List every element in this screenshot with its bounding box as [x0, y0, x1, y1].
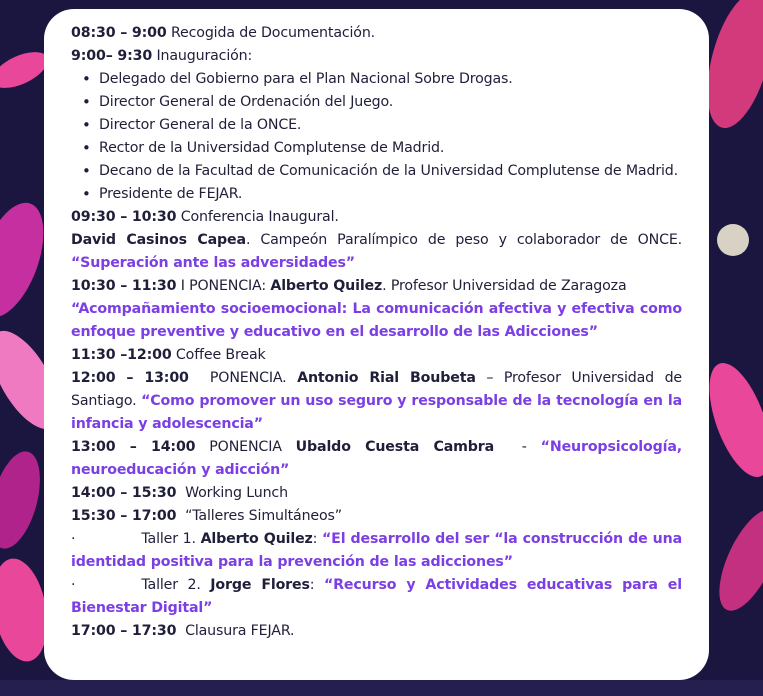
speaker-description: . Profesor Universidad de Zaragoza [382, 278, 627, 294]
time-label: 9:00– 9:30 [71, 48, 153, 64]
agenda-entry-inauguration [71, 45, 682, 68]
entry-text: Inauguración: [152, 48, 253, 64]
time-label: 14:00 – 15:30 [71, 485, 177, 501]
talk-title: “Neuropsicología, neuroeducación y adicción” [71, 439, 682, 478]
speaker-name: Ubaldo Cuesta Cambra [295, 439, 495, 455]
workshop-2 [71, 574, 682, 620]
speaker-name: Antonio Rial Boubeta [297, 370, 476, 386]
time-label: 12:00 – 13:00 [71, 370, 189, 386]
separator: : [309, 577, 324, 593]
speaker-description: – Profesor Universidad de Santiago. [71, 370, 683, 409]
time-label: 17:00 – 17:30 [71, 623, 177, 639]
entry-text: Coffee Break [171, 347, 266, 363]
agenda-entry-workshops [71, 505, 682, 528]
agenda-entry-lunch [71, 482, 682, 505]
entry-text: Working Lunch [176, 485, 288, 501]
time-label: 09:30 – 10:30 [71, 209, 177, 225]
agenda-card [44, 9, 709, 680]
time-label: 08:30 – 9:00 [71, 25, 167, 41]
workshop-label: Taller 1. [141, 531, 201, 547]
list-item: • Decano de la Facultad de Comunicación de la Universidad Complutense de Madrid. [99, 160, 682, 183]
speaker-name: David Casinos Capea [71, 232, 246, 248]
agenda-entry-third-talk [71, 436, 682, 482]
agenda-entry-closing [71, 620, 682, 643]
time-label: 13:00 – 14:00 [71, 439, 196, 455]
list-item: • Delegado del Gobierno para el Plan Nacional Sobre Drogas. [99, 68, 682, 91]
speaker-name: Jorge Flores [210, 577, 310, 593]
agenda-entry-second-talk [71, 367, 682, 436]
workshop-title: “Recurso y Actividades educativas para el Bienestar Digital” [71, 577, 682, 616]
time-label: 11:30 –12:00 [71, 347, 172, 363]
entry-text: Recogida de Documentación. [166, 25, 376, 41]
workshop-label: Taller 2. [141, 577, 211, 593]
time-label: 10:30 – 11:30 [71, 278, 177, 294]
workshop-title: “El desarrollo del ser “la construcción de una identidad positiva para la prevención de las adicciones” [71, 531, 682, 570]
agenda-entry-coffee-break [71, 344, 682, 367]
list-item: • Director General de la ONCE. [99, 114, 682, 137]
entry-prefix: PONENCIA. [188, 370, 298, 386]
time-label: 15:30 – 17:00 [71, 508, 177, 524]
talk-title: “Como promover un uso seguro y responsable de la tecnología en la infancia y adolescencia” [71, 393, 682, 432]
entry-text: Clausura FEJAR. [176, 623, 295, 639]
agenda-entry-first-talk [71, 275, 682, 298]
inauguration-list [71, 68, 682, 206]
speaker-description: . Campeón Paralímpico de peso y colaborador de ONCE. [245, 232, 682, 248]
speaker-name: Alberto Quilez [270, 278, 383, 294]
talk-title: “Superación ante las adversidades” [71, 255, 355, 271]
bullet-dot: · [71, 577, 76, 593]
list-item: • Presidente de FEJAR. [99, 183, 682, 206]
speaker-name: Alberto Quilez [200, 531, 313, 547]
agenda-entry-inaugural-conference [71, 206, 682, 229]
bullet-dot: · [71, 531, 76, 547]
talk-title: “Acompañamiento socioemocional: La comunicación afectiva y efectiva como enfoque preventive y educativo en el desarrollo de las Adicciones” [71, 301, 682, 340]
workshop-1 [71, 528, 682, 574]
separator: : [312, 531, 322, 547]
entry-text: Conferencia Inaugural. [176, 209, 339, 225]
entry-text: “Talleres Simultáneos” [176, 508, 342, 524]
entry-prefix: I PONENCIA: [176, 278, 271, 294]
agenda-entry-registration [71, 22, 682, 45]
entry-prefix: PONENCIA [195, 439, 296, 455]
agenda-entry-speaker-casinos [71, 229, 682, 275]
separator: - [494, 439, 541, 455]
list-item: • Director General de Ordenación del Juego. [99, 91, 682, 114]
list-item: • Rector de la Universidad Complutense de Madrid. [99, 137, 682, 160]
